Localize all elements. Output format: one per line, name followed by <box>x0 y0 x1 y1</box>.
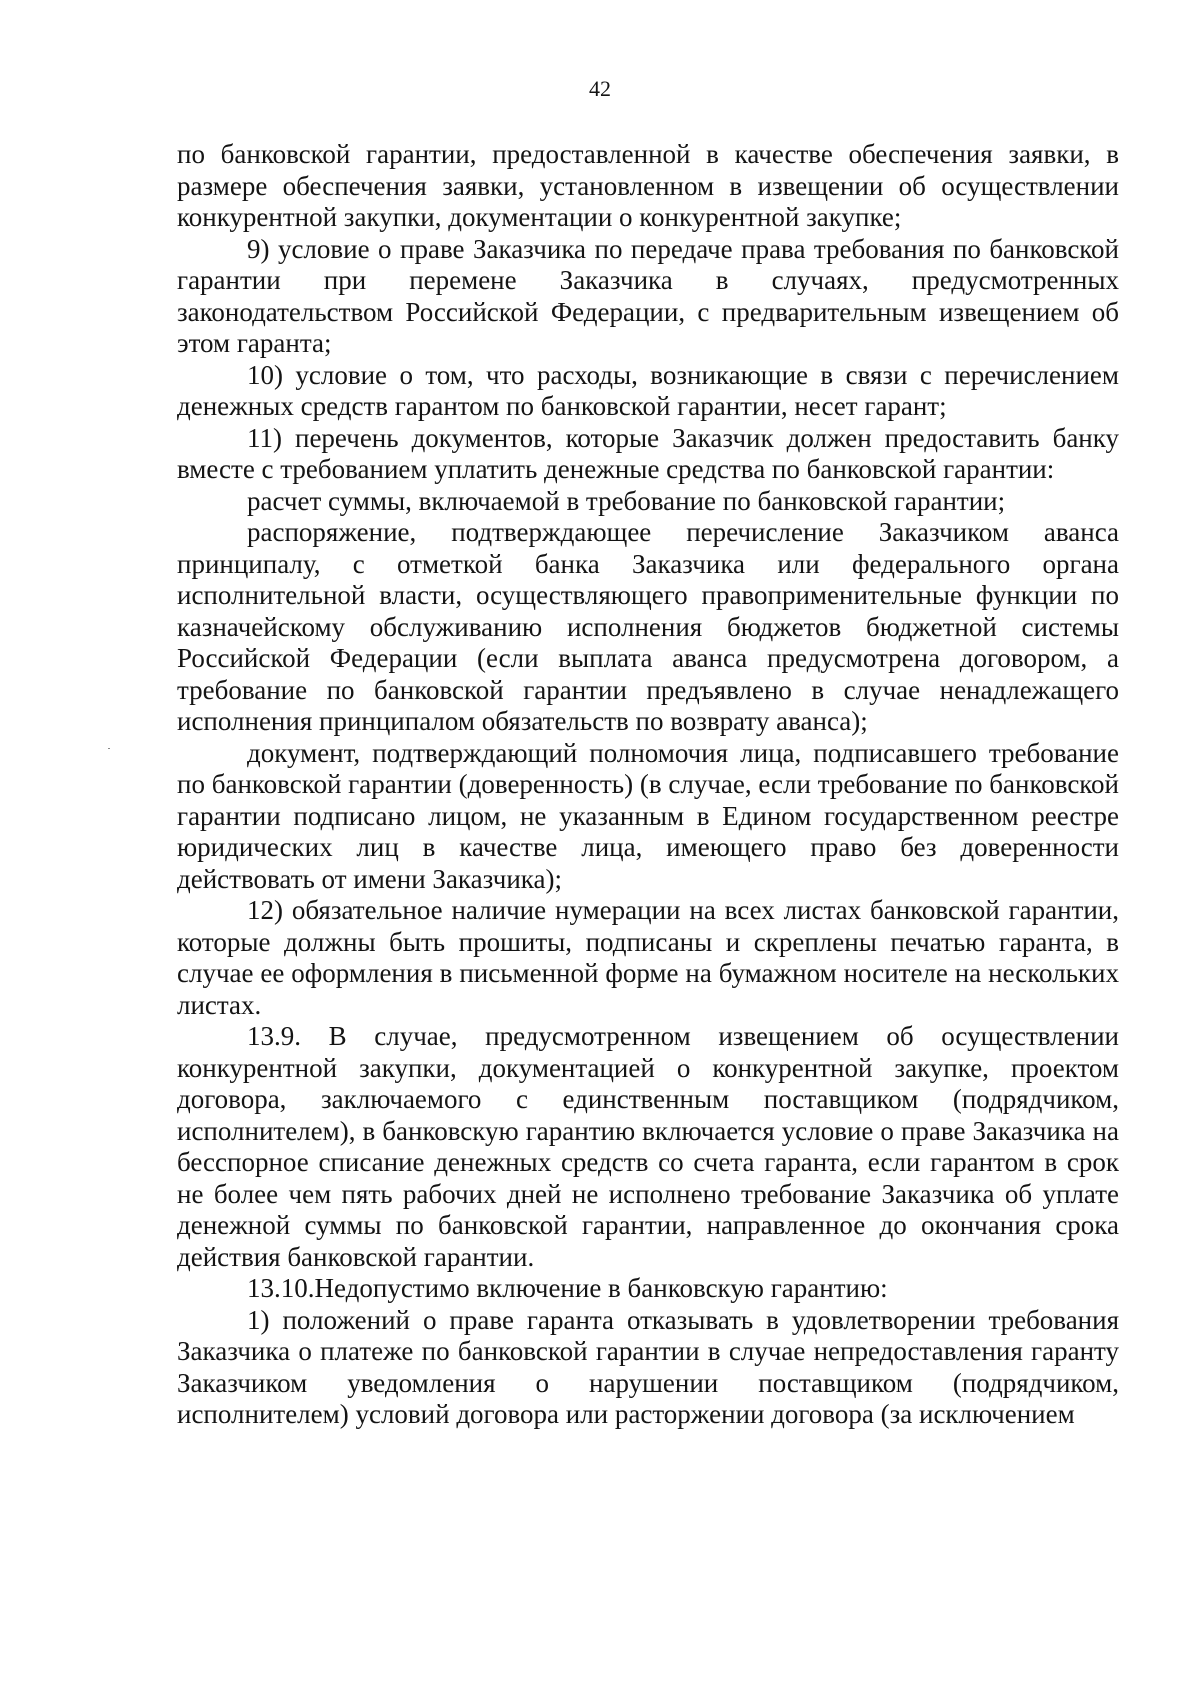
paragraph-subitem-authority-document: документ, подтверждающий полномочия лица, подписавшего требование по банковской гарантии (доверенность) (в случае, если требование по банковской гарантии подписано лицом, не указанным в Едином государственном реестре юридических лиц в качестве лица, имеющего право без доверенности действовать от имени Заказчика); <box>177 737 1119 894</box>
paragraph-clause-13-10: 13.10.Недопустимо включение в банковскую гарантию: <box>247 1273 888 1303</box>
paragraph-item-9: 9) условие о праве Заказчика по передаче права требования по банковской гарантии при перемене Заказчика в случаях, предусмотренных законодательством Российской Федерации, с предварительным извещением об этом гаранта; <box>177 233 1119 358</box>
paragraph-clause-13-9: 13.9. В случае, предусмотренном извещением об осуществлении конкурентной закупки, документацией о конкурентной закупке, проектом договора, заключаемого с единственным поставщиком (подрядчиком, исполнителем), в банковскую гарантию включается условие о праве Заказчика на бесспорное списание денежных средств со счета гаранта, если гарантом в срок не более чем пять рабочих дней не исполнено требование Заказчика об уплате денежной суммы по банковской гарантии, направленное до окончания срока действия банковской гарантии. <box>177 1021 1119 1272</box>
paragraph-subitem-calculation: расчет суммы, включаемой в требование по банковской гарантии; <box>247 485 1006 516</box>
scan-artifact-mark <box>108 748 110 749</box>
paragraph-item-11: 11) перечень документов, которые Заказчик должен предоставить банку вместе с требованием уплатить денежные средства по банковской гарантии: <box>177 422 1119 484</box>
document-body <box>177 139 1119 1431</box>
paragraph-clause-13-10-item-1: 1) положений о праве гаранта отказывать в удовлетворении требования Заказчика о платеже по банковской гарантии в случае непредоставления гаранту Заказчиком уведомления о нарушении поставщиком (подрядчиком, исполнителем) условий договора или расторжении договора (за исключением <box>177 1304 1119 1429</box>
paragraph-item-12: 12) обязательное наличие нумерации на всех листах банковской гарантии, которые должны быть прошиты, подписаны и скреплены печатью гаранта, в случае ее оформления в письменной форме на бумажном носителе на нескольких листах. <box>177 895 1119 1020</box>
paragraph-subitem-order: распоряжение, подтверждающее перечисление Заказчиком аванса принципалу, с отметкой банка Заказчика или федерального органа исполнительной власти, осуществляющего правоприменительные функции по казначейскому обслуживанию исполнения бюджетов бюджетной системы Российской Федерации (если выплата аванса предусмотрена договором, а требование по банковской гарантии предъявлено в случае ненадлежащего исполнения принципалом обязательств по возврату аванса); <box>177 517 1119 736</box>
paragraph-continuation: по банковской гарантии, предоставленной в качестве обеспечения заявки, в размере обеспечения заявки, установленном в извещении об осуществлении конкурентной закупки, документации о конкурентной закупке; <box>177 139 1119 232</box>
paragraph-item-10: 10) условие о том, что расходы, возникающие в связи с перечислением денежных средств гарантом по банковской гарантии, несет гарант; <box>177 359 1119 421</box>
page-number: 42 <box>589 76 611 101</box>
